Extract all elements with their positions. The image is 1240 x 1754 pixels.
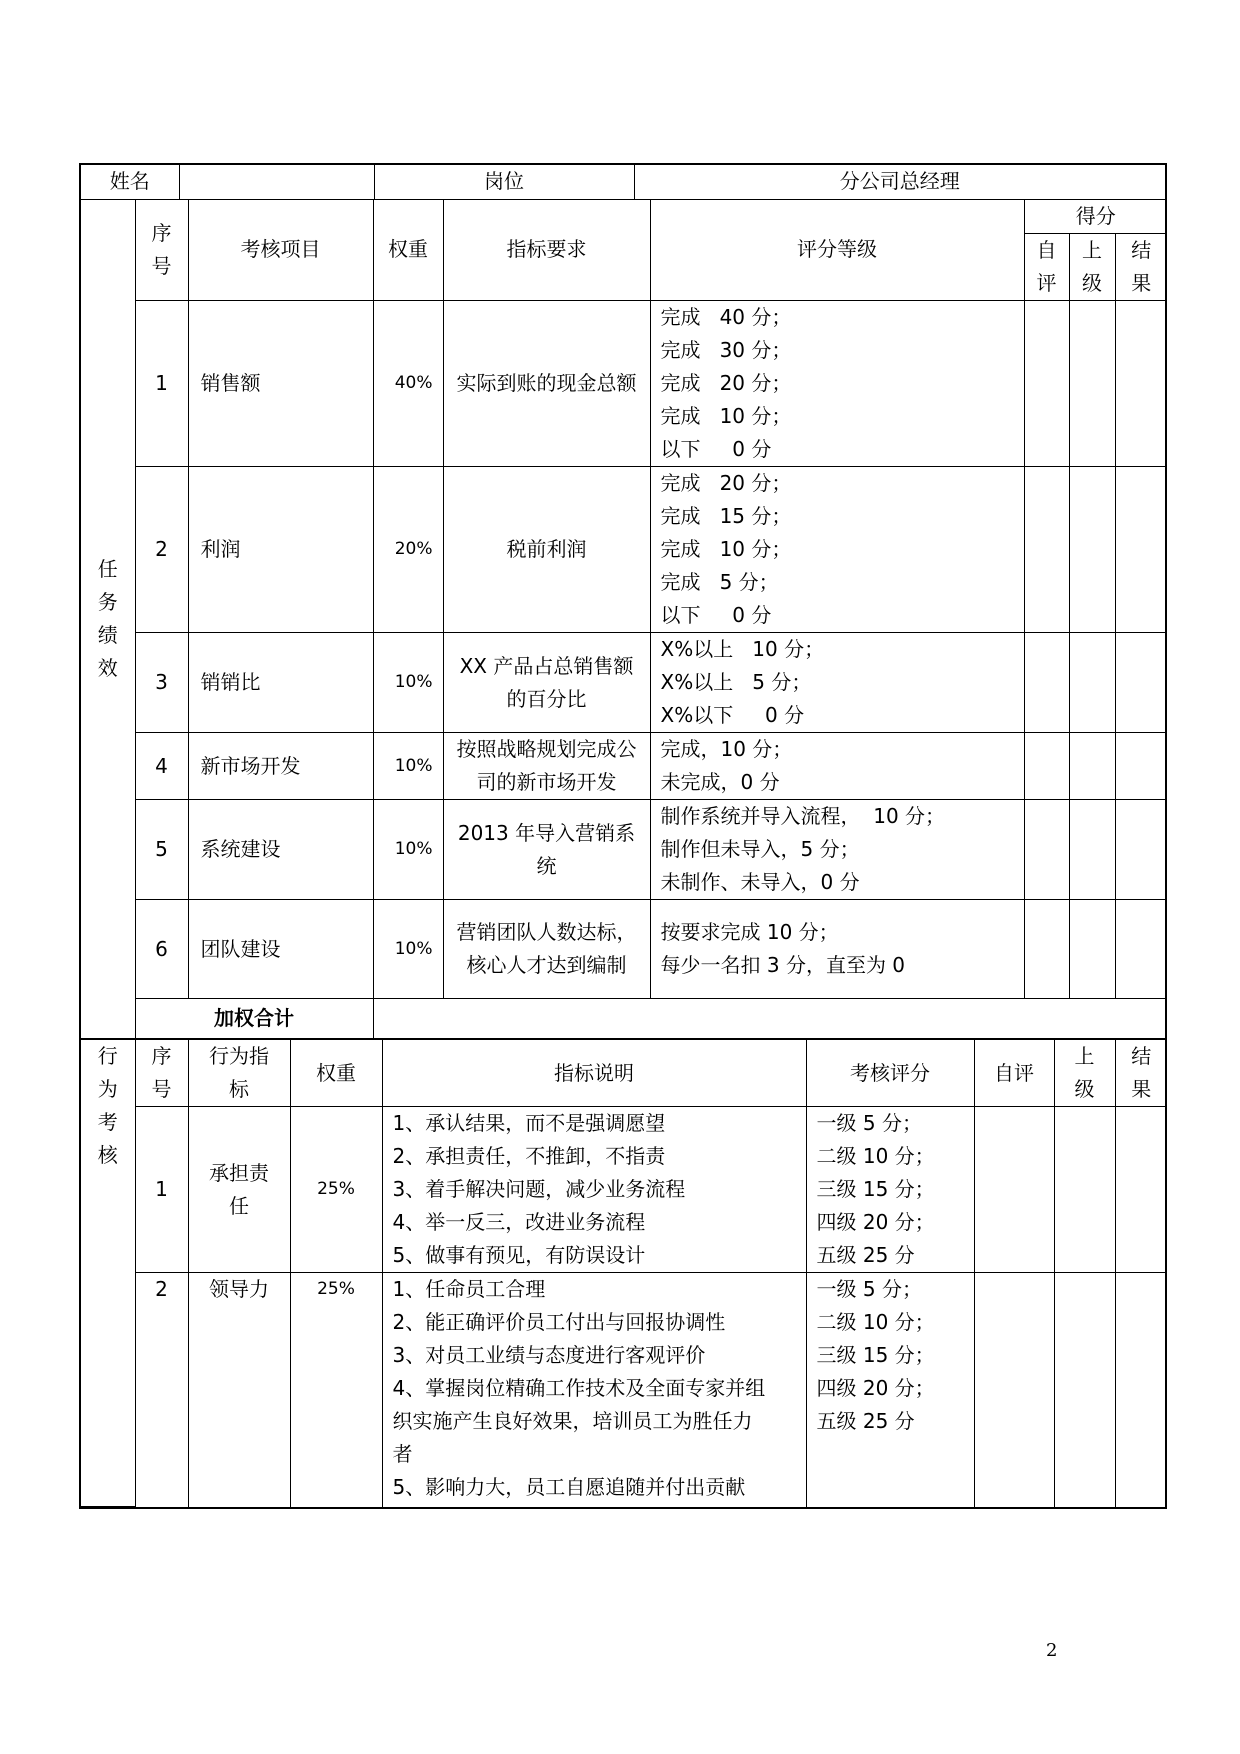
behavior-row (81, 1273, 1167, 1507)
row-item: 销销比 (188, 633, 373, 733)
row-seq: 5 (135, 800, 188, 900)
row-rating: 一级 5 分； 二级 10 分； 三级 15 分； 四级 20 分； 五级 25 分 (806, 1273, 974, 1507)
self-score-cell[interactable] (1024, 467, 1069, 633)
row-item: 系统建设 (188, 800, 373, 900)
result-score-cell[interactable] (1115, 467, 1167, 633)
task-row (81, 633, 1167, 733)
row-rating: 一级 5 分； 二级 10 分； 三级 15 分； 四级 20 分； 五级 25 分 (806, 1107, 974, 1273)
behavior-section-label: 行 为 考 核 (81, 1040, 135, 1507)
row-grade: 完成，10 分； 未完成，0 分 (650, 733, 1024, 800)
row-weight: 10% (373, 800, 443, 900)
row-weight: 10% (373, 900, 443, 999)
row-weight: 10% (373, 633, 443, 733)
col-description: 指标说明 (382, 1040, 806, 1107)
row-seq: 1 (135, 1107, 188, 1273)
row-seq: 2 (135, 1273, 188, 1507)
self-score-cell[interactable] (1024, 900, 1069, 999)
result-score-cell[interactable] (1115, 733, 1167, 800)
weighted-total-row (81, 999, 1167, 1039)
row-requirement: 税前利润 (443, 467, 650, 633)
row-description: 1、任命员工合理 2、能正确评价员工付出与回报协调性 3、对员工业绩与态度进行客观评价 4、掌握岗位精确工作技术及全面专家并组 织实施产生良好效果，培训员工为胜任力 者 5、影响力大，员工自愿追随并付出贡献 (382, 1273, 806, 1507)
self-score-cell[interactable] (1024, 800, 1069, 900)
self-score-cell[interactable] (1024, 633, 1069, 733)
page-number: 2 (1046, 1640, 1058, 1661)
col-seq: 序 号 (135, 1040, 188, 1107)
col-self: 自 评 (1024, 234, 1069, 301)
superior-score-cell[interactable] (1069, 301, 1115, 467)
superior-score-cell[interactable] (1069, 733, 1115, 800)
row-seq: 4 (135, 733, 188, 800)
header-table (81, 165, 1165, 200)
row-indicator: 领导力 (188, 1273, 290, 1507)
superior-score-cell[interactable] (1069, 467, 1115, 633)
result-score-cell[interactable] (1115, 1107, 1167, 1273)
col-superior: 上 级 (1054, 1040, 1115, 1107)
row-grade: 完成 40 分； 完成 30 分； 完成 20 分； 完成 10 分； 以下 0 分 (650, 301, 1024, 467)
result-score-cell[interactable] (1115, 301, 1167, 467)
result-score-cell[interactable] (1115, 1273, 1167, 1507)
row-weight: 25% (290, 1273, 382, 1507)
row-item: 团队建设 (188, 900, 373, 999)
result-score-cell[interactable] (1115, 633, 1167, 733)
result-score-cell[interactable] (1115, 900, 1167, 999)
superior-score-cell[interactable] (1069, 633, 1115, 733)
behavior-table (81, 1039, 1167, 1507)
superior-score-cell[interactable] (1069, 800, 1115, 900)
row-weight: 25% (290, 1107, 382, 1273)
row-seq: 1 (135, 301, 188, 467)
row-weight: 10% (373, 733, 443, 800)
self-score-cell[interactable] (974, 1107, 1054, 1273)
row-item: 新市场开发 (188, 733, 373, 800)
row-requirement: 按照战略规划完成公司的新市场开发 (443, 733, 650, 800)
row-requirement: 营销团队人数达标，核心人才达到编制 (443, 900, 650, 999)
row-seq: 6 (135, 900, 188, 999)
appraisal-form (79, 163, 1167, 1509)
row-requirement: XX 产品占总销售额的百分比 (443, 633, 650, 733)
row-seq: 3 (135, 633, 188, 733)
task-section-label: 任 务 绩 效 (81, 200, 135, 1039)
superior-score-cell[interactable] (1054, 1273, 1115, 1507)
col-rating: 考核评分 (806, 1040, 974, 1107)
col-self: 自评 (974, 1040, 1054, 1107)
weighted-total-label: 加权合计 (135, 999, 373, 1039)
col-result: 结 果 (1115, 1040, 1167, 1107)
row-weight: 40% (373, 301, 443, 467)
behavior-row (81, 1107, 1167, 1273)
col-seq: 序 号 (135, 200, 188, 301)
post-value: 分公司总经理 (634, 165, 1165, 199)
col-grade: 评分等级 (650, 200, 1024, 301)
row-grade: X%以上 10 分； X%以上 5 分； X%以下 0 分 (650, 633, 1024, 733)
col-result: 结 果 (1115, 234, 1167, 301)
col-item: 考核项目 (188, 200, 373, 301)
task-row (81, 467, 1167, 633)
row-requirement: 2013 年导入营销系统 (443, 800, 650, 900)
superior-score-cell[interactable] (1054, 1107, 1115, 1273)
task-row (81, 900, 1167, 999)
task-performance-table (81, 200, 1167, 1040)
col-superior: 上 级 (1069, 234, 1115, 301)
row-requirement: 实际到账的现金总额 (443, 301, 650, 467)
row-item: 利润 (188, 467, 373, 633)
row-item: 销售额 (188, 301, 373, 467)
self-score-cell[interactable] (1024, 301, 1069, 467)
row-seq: 2 (135, 467, 188, 633)
row-grade: 制作系统并导入流程， 10 分； 制作但未导入，5 分； 未制作、未导入，0 分 (650, 800, 1024, 900)
col-score: 得分 (1024, 200, 1167, 234)
post-label: 岗位 (374, 165, 634, 199)
row-weight: 20% (373, 467, 443, 633)
row-indicator: 承担责 任 (188, 1107, 290, 1273)
row-description: 1、承认结果，而不是强调愿望 2、承担责任，不推卸，不指责 3、着手解决问题，减少业务流程 4、举一反三，改进业务流程 5、做事有预见，有防误设计 (382, 1107, 806, 1273)
col-weight: 权重 (290, 1040, 382, 1107)
col-indicator: 行为指 标 (188, 1040, 290, 1107)
self-score-cell[interactable] (974, 1273, 1054, 1507)
row-grade: 按要求完成 10 分； 每少一名扣 3 分，直至为 0 (650, 900, 1024, 999)
name-label: 姓名 (81, 165, 179, 199)
self-score-cell[interactable] (1024, 733, 1069, 800)
task-row (81, 800, 1167, 900)
col-weight: 权重 (373, 200, 443, 301)
task-row (81, 733, 1167, 800)
superior-score-cell[interactable] (1069, 900, 1115, 999)
row-grade: 完成 20 分； 完成 15 分； 完成 10 分； 完成 5 分； 以下 0 分 (650, 467, 1024, 633)
result-score-cell[interactable] (1115, 800, 1167, 900)
weighted-total-value[interactable] (373, 999, 1167, 1039)
name-value[interactable] (179, 165, 374, 199)
task-row (81, 301, 1167, 467)
col-requirement: 指标要求 (443, 200, 650, 301)
